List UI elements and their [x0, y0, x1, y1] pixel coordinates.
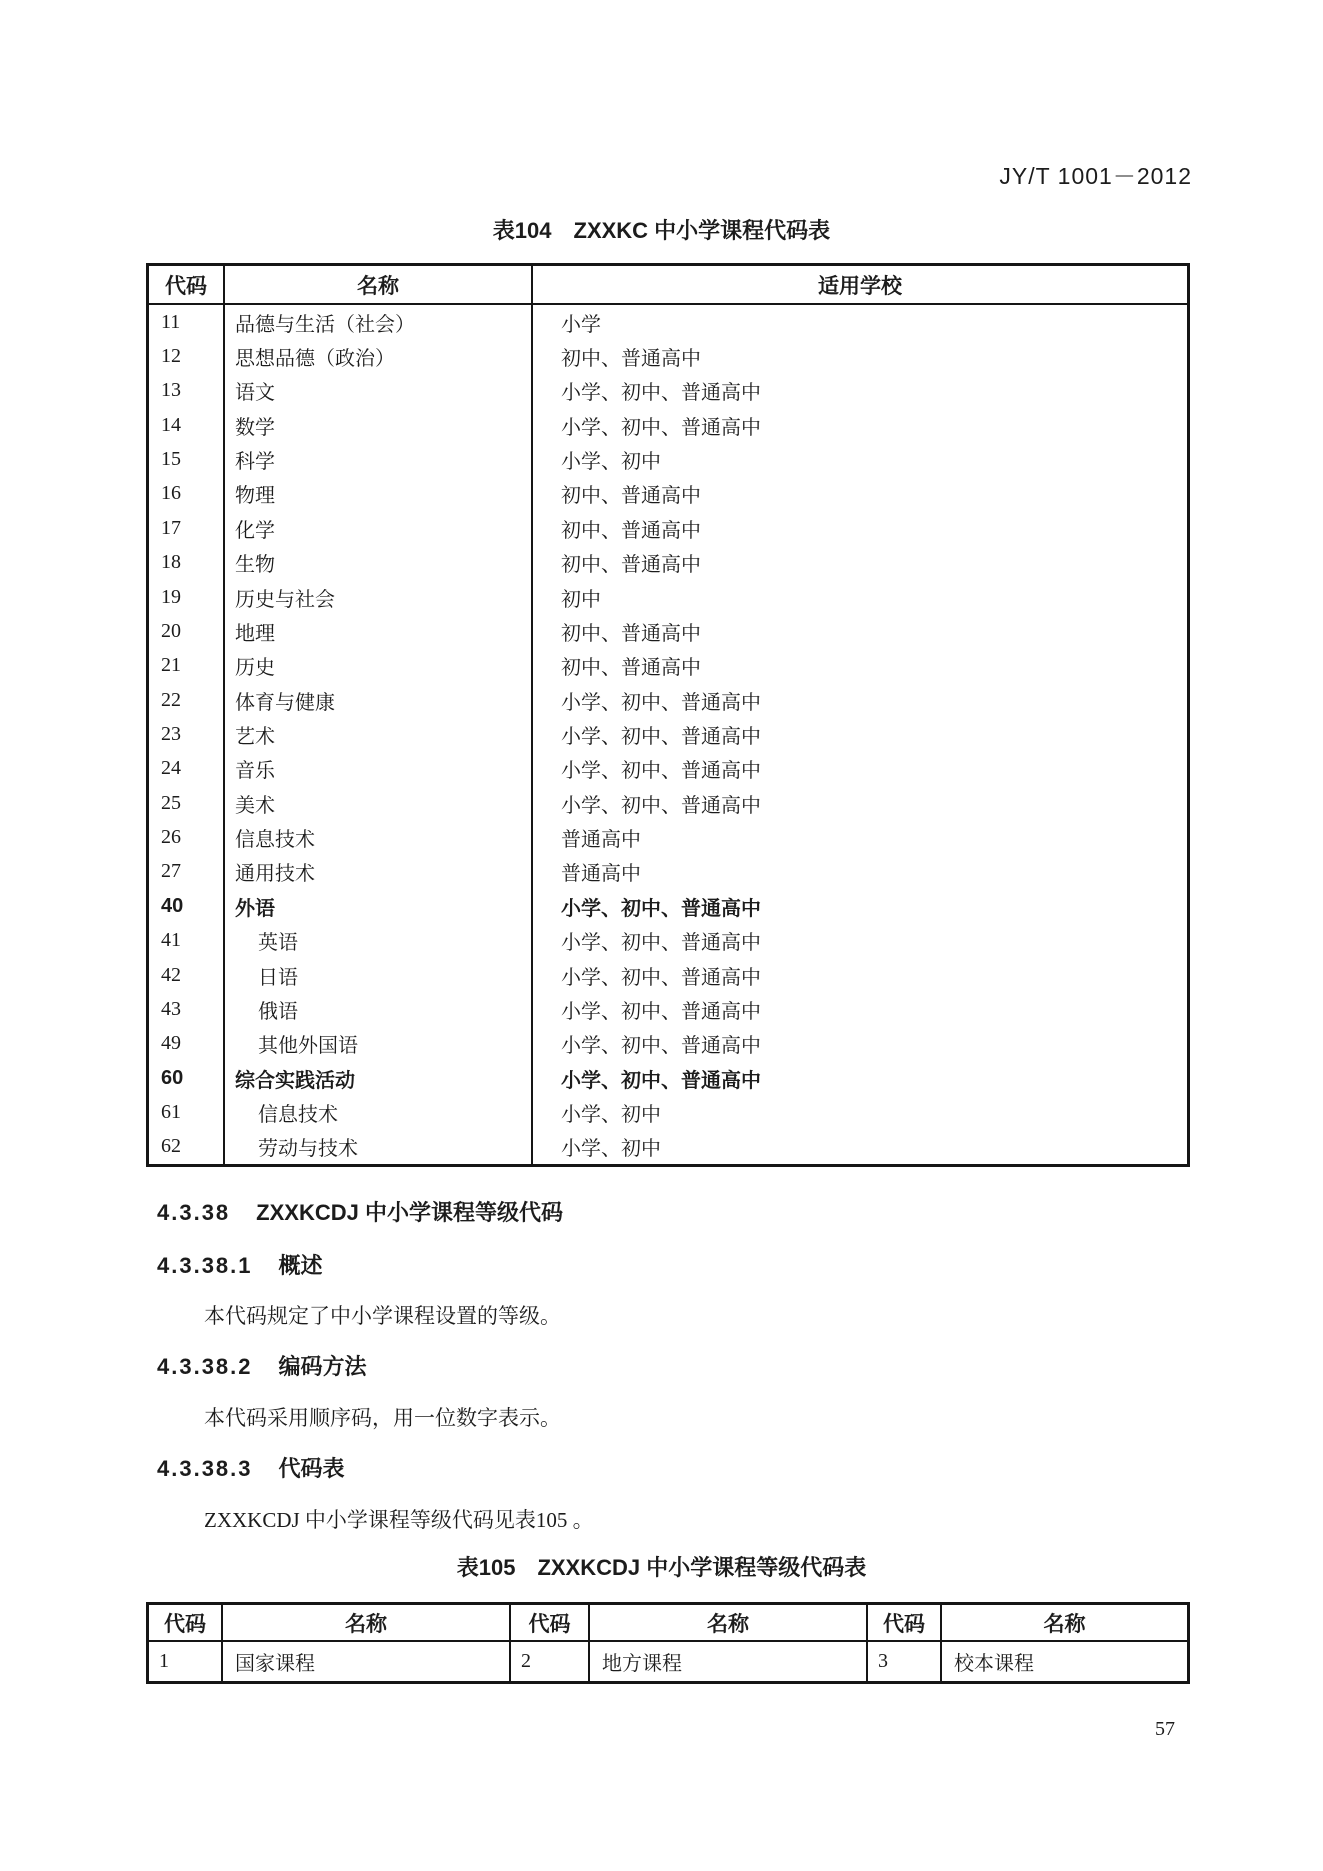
cell-code: 11 [149, 305, 225, 339]
cell-name: 地方课程 [590, 1642, 868, 1681]
cell-name: 科学 [225, 442, 533, 476]
table-row [149, 717, 1187, 751]
cell-code: 42 [149, 958, 225, 992]
cell-code: 13 [149, 374, 225, 408]
cell-code: 14 [149, 408, 225, 442]
table-row [149, 339, 1187, 373]
paragraph-overview: 本代码规定了中小学课程设置的等级。 [204, 1304, 561, 1328]
section-heading-4-3-38 [157, 1196, 1192, 1227]
cell-code: 60 [149, 1061, 225, 1095]
cell-name: 英语 [225, 923, 533, 957]
cell-code: 23 [149, 717, 225, 751]
section-number: 4.3.38 [157, 1200, 231, 1225]
cell-schools: 初中、普通高中 [561, 485, 701, 508]
table-row [149, 923, 1187, 957]
cell-name: 思想品德（政治） [225, 339, 533, 373]
table-row [149, 820, 1187, 854]
cell-schools: 小学、初中 [561, 1138, 661, 1161]
cell-code: 26 [149, 820, 225, 854]
column-header-name: 名称 [590, 1605, 868, 1640]
paragraph-code-table-ref: ZXXKCDJ 中小学课程等级代码见表105 。 [204, 1508, 594, 1532]
table-104-header-row [149, 266, 1187, 305]
table-row [149, 889, 1187, 923]
cell-name: 美术 [225, 786, 533, 820]
column-header-code: 代码 [149, 266, 225, 303]
table-row [149, 855, 1187, 889]
table-row [149, 374, 1187, 408]
table-row [149, 683, 1187, 717]
cell-name: 通用技术 [225, 855, 533, 889]
cell-name: 其他外国语 [225, 1027, 533, 1061]
table-105 [146, 1602, 1190, 1684]
table-row [149, 1027, 1187, 1061]
cell-schools: 小学、初中、普通高中 [561, 966, 761, 989]
table-105-caption: 表105 ZXXKCDJ 中小学课程等级代码表 [456, 1555, 867, 1580]
table-row [149, 1095, 1187, 1129]
section-title: ZXXKCDJ 中小学课程等级代码 [256, 1200, 563, 1225]
table-row [149, 1642, 1187, 1681]
column-header-code: 代码 [511, 1605, 590, 1640]
column-header-name: 名称 [223, 1605, 511, 1640]
cell-name: 信息技术 [225, 820, 533, 854]
cell-schools: 小学、初中、普通高中 [561, 1000, 761, 1023]
section-number: 4.3.38.1 [157, 1253, 253, 1278]
page-number: 57 [1155, 1718, 1175, 1740]
cell-code: 19 [149, 580, 225, 614]
cell-code: 22 [149, 683, 225, 717]
section-heading-4-3-38-2 [157, 1350, 1192, 1381]
cell-schools: 小学、初中、普通高中 [561, 1069, 761, 1092]
cell-name: 音乐 [225, 752, 533, 786]
cell-schools: 小学 [561, 313, 601, 336]
table-row [149, 1061, 1187, 1095]
table-104-body [149, 305, 1187, 1164]
cell-name: 地理 [225, 614, 533, 648]
table-row [149, 614, 1187, 648]
cell-name: 化学 [225, 511, 533, 545]
table-row [149, 752, 1187, 786]
cell-schools: 小学、初中、普通高中 [561, 897, 761, 920]
table-row [149, 305, 1187, 339]
cell-schools: 初中、普通高中 [561, 519, 701, 542]
cell-name: 综合实践活动 [225, 1061, 533, 1095]
cell-name: 体育与健康 [225, 683, 533, 717]
cell-name: 品德与生活（社会） [225, 305, 533, 339]
cell-code: 15 [149, 442, 225, 476]
table-row [149, 546, 1187, 580]
cell-schools: 初中、普通高中 [561, 657, 701, 680]
cell-name: 国家课程 [223, 1642, 511, 1681]
cell-schools: 小学、初中 [561, 1103, 661, 1126]
cell-code: 25 [149, 786, 225, 820]
cell-name: 校本课程 [954, 1653, 1034, 1675]
section-heading-4-3-38-3 [157, 1452, 1192, 1483]
cell-code: 12 [149, 339, 225, 373]
cell-code: 1 [149, 1642, 223, 1681]
cell-schools: 普通高中 [561, 829, 641, 852]
cell-code: 17 [149, 511, 225, 545]
cell-name: 外语 [225, 889, 533, 923]
table-104 [146, 263, 1190, 1167]
cell-schools: 小学、初中、普通高中 [561, 725, 761, 748]
table-104-caption: 表104 ZXXKC 中小学课程代码表 [492, 218, 831, 243]
table-105-header-row [149, 1605, 1187, 1642]
cell-code: 61 [149, 1095, 225, 1129]
cell-schools: 初中 [561, 588, 601, 611]
doc-number: JY/T 1001－2012 [999, 163, 1192, 189]
cell-code: 62 [149, 1130, 225, 1164]
cell-code: 27 [149, 855, 225, 889]
section-number: 4.3.38.3 [157, 1456, 253, 1481]
column-header-name: 名称 [1043, 1612, 1086, 1636]
cell-name: 俄语 [225, 992, 533, 1026]
column-header-code: 代码 [868, 1605, 942, 1640]
column-header-schools: 适用学校 [818, 274, 902, 298]
cell-schools: 小学、初中、普通高中 [561, 416, 761, 439]
cell-code: 3 [868, 1642, 942, 1681]
cell-name: 劳动与技术 [225, 1130, 533, 1164]
cell-code: 2 [511, 1642, 590, 1681]
cell-name: 历史与社会 [225, 580, 533, 614]
cell-code: 24 [149, 752, 225, 786]
table-row [149, 511, 1187, 545]
table-row [149, 992, 1187, 1026]
cell-schools: 初中、普通高中 [561, 554, 701, 577]
table-row [149, 408, 1187, 442]
section-heading-4-3-38-1 [157, 1249, 1192, 1280]
cell-schools: 小学、初中、普通高中 [561, 932, 761, 955]
cell-schools: 小学、初中、普通高中 [561, 691, 761, 714]
column-header-name: 名称 [225, 266, 533, 303]
cell-name: 日语 [225, 958, 533, 992]
cell-schools: 小学、初中、普通高中 [561, 760, 761, 783]
cell-schools: 初中、普通高中 [561, 622, 701, 645]
cell-name: 历史 [225, 649, 533, 683]
section-title: 概述 [278, 1253, 323, 1278]
cell-code: 18 [149, 546, 225, 580]
table-row [149, 477, 1187, 511]
cell-name: 艺术 [225, 717, 533, 751]
cell-name: 语文 [225, 374, 533, 408]
table-row [149, 580, 1187, 614]
cell-code: 43 [149, 992, 225, 1026]
section-title: 代码表 [278, 1456, 345, 1481]
cell-schools: 普通高中 [561, 863, 641, 886]
table-row [149, 1130, 1187, 1164]
cell-schools: 小学、初中、普通高中 [561, 382, 761, 405]
column-header-code: 代码 [149, 1605, 223, 1640]
cell-schools: 小学、初中、普通高中 [561, 1035, 761, 1058]
cell-schools: 初中、普通高中 [561, 348, 701, 371]
cell-name: 数学 [225, 408, 533, 442]
cell-name: 生物 [225, 546, 533, 580]
cell-code: 49 [149, 1027, 225, 1061]
cell-schools: 小学、初中 [561, 451, 661, 474]
cell-code: 40 [149, 889, 225, 923]
table-row [149, 958, 1187, 992]
section-title: 编码方法 [278, 1354, 367, 1379]
cell-code: 21 [149, 649, 225, 683]
table-row [149, 786, 1187, 820]
section-number: 4.3.38.2 [157, 1354, 253, 1379]
table-row [149, 649, 1187, 683]
cell-code: 41 [149, 923, 225, 957]
cell-name: 信息技术 [225, 1095, 533, 1129]
cell-name: 物理 [225, 477, 533, 511]
cell-code: 16 [149, 477, 225, 511]
cell-schools: 小学、初中、普通高中 [561, 794, 761, 817]
table-row [149, 442, 1187, 476]
paragraph-coding-method: 本代码采用顺序码，用一位数字表示。 [204, 1406, 561, 1430]
cell-code: 20 [149, 614, 225, 648]
